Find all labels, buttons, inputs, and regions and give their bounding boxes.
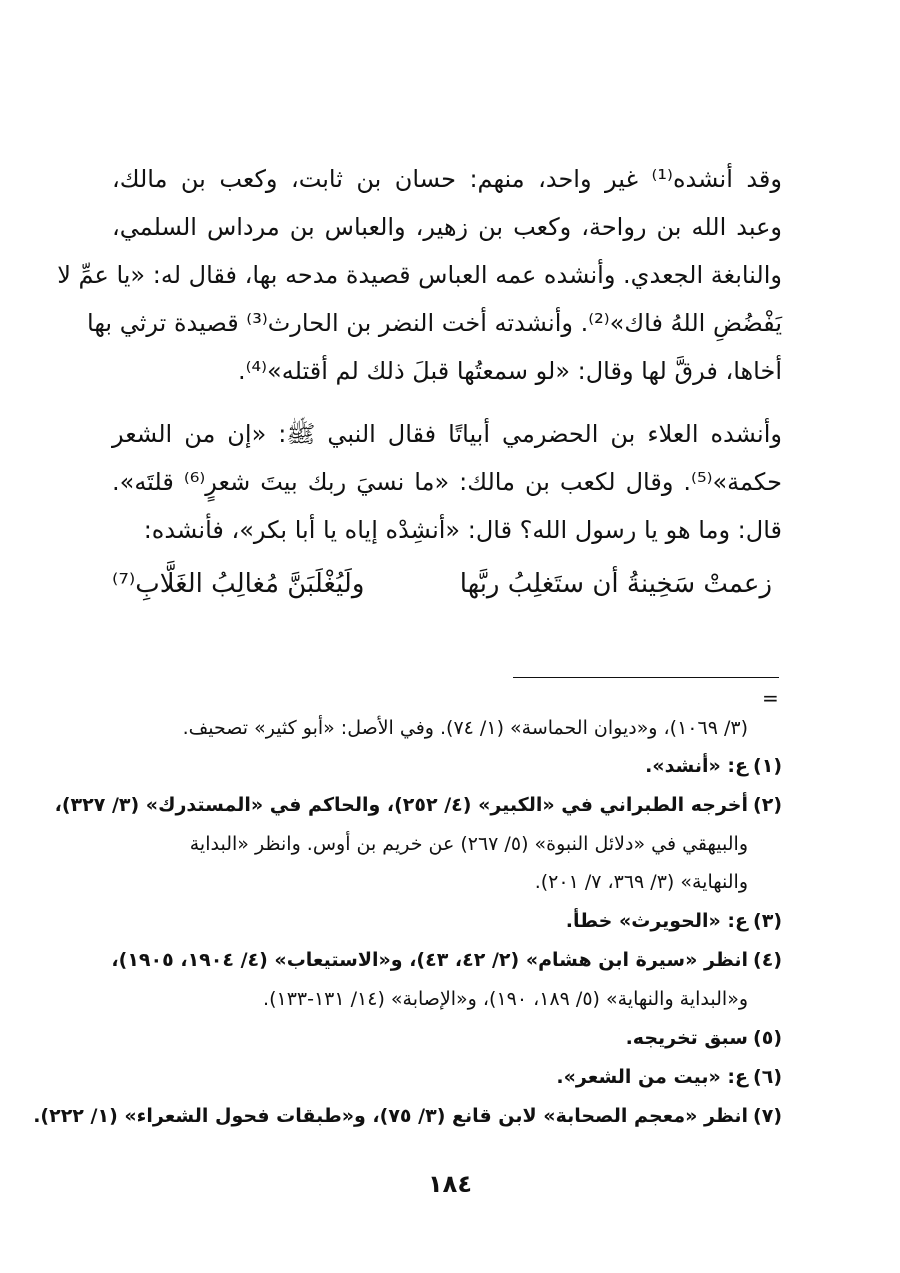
footnote-2-line-3: والنهاية» (٣/ ٣٦٩، ٧/ ٢٠١). (534, 871, 748, 893)
text-line: حكمة»⁽⁵⁾. وقال لكعب بن مالك: «ما نسيَ ربك بيتَ شعرٍ⁽⁶⁾ قلتَه». (112, 468, 782, 496)
page-number: ١٨٤ (428, 1170, 472, 1198)
footnote-7 (33, 1098, 782, 1134)
footnote-continuation: (٣/ ١٠٦٩)، و«ديوان الحماسة» (١/ ٧٤). وفي الأصل: «أبو كثير» تصحيف. (182, 717, 748, 739)
footnote-text: انظر «معجم الصحابة» لابن قانع (٣/ ٧٥)، و«طبقات فحول الشعراء» (١/ ٢٢٢). (33, 1105, 748, 1127)
text-line: أخاها، فرقَّ لها وقال: «لو سمعتُها قبلَ ذلك لم أقتله»⁽⁴⁾. (237, 357, 782, 385)
text-line: يَفْضُضِ اللهُ فاك»⁽²⁾. وأنشدته أخت النضر بن الحارث⁽³⁾ قصيدة ترثي بها (87, 309, 782, 337)
footnote-4 (112, 942, 782, 978)
footnote-text: ع: «أنشد». (645, 755, 748, 777)
verse-first-hemistich: زعمتْ سَخِينةُ أن ستَغلِبُ ربَّها (459, 569, 772, 599)
footnote-text: ع: «بيت من الشعر». (556, 1066, 748, 1088)
footnote-5 (112, 1020, 782, 1056)
text-line: وقد أنشده⁽¹⁾ غير واحد، منهم: حسان بن ثابت، وكعب بن مالك، (112, 165, 782, 193)
footnote-text: انظر «سيرة ابن هشام» (٢/ ٤٢، ٤٣)، و«الاستيعاب» (٤/ ١٩٠٤، ١٩٠٥)، (111, 949, 748, 971)
footnote-2-line-2: والبيهقي في «دلائل النبوة» (٥/ ٢٦٧) عن خريم بن أوس. وانظر «البداية (189, 833, 748, 855)
verse-second-hemistich: ولَيُغْلَبَنَّ مُغالِبُ الغَلَّابِ⁽⁷⁾ (112, 569, 365, 599)
text-line: وعبد الله بن رواحة، وكعب بن زهير، والعباس بن مرداس السلمي، (112, 213, 782, 241)
text-line: وأنشده العلاء بن الحضرمي أبياتًا فقال النبي ﷺ: «إن من الشعر (112, 420, 782, 448)
text-line: قال: وما هو يا رسول الله؟ قال: «أنشِدْه إياه يا أبا بكر»، فأنشده: (143, 516, 782, 544)
footnote-number: (٥) (753, 1027, 782, 1049)
footnote-separator (513, 677, 779, 678)
footnote-number: (١) (753, 755, 782, 777)
footnote-text: سبق تخريجه. (625, 1027, 748, 1049)
continuation-mark: = (762, 686, 779, 710)
footnote-3 (112, 903, 782, 939)
footnote-1 (112, 748, 782, 784)
text-line: والنابغة الجعدي. وأنشده عمه العباس قصيدة مدحه بها، فقال له: «يا عمِّ لا (57, 261, 782, 289)
footnote-6 (112, 1059, 782, 1095)
footnote-number: (٤) (753, 949, 782, 971)
footnote-text: أخرجه الطبراني في «الكبير» (٤/ ٢٥٢)، والحاكم في «المستدرك» (٣/ ٣٢٧)، (54, 794, 748, 816)
footnote-number: (٣) (753, 910, 782, 932)
footnote-text: ع: «الحويرث» خطأ. (565, 910, 748, 932)
footnote-number: (٢) (753, 794, 782, 816)
poetry-verse (112, 560, 772, 608)
footnote-number: (٦) (753, 1066, 782, 1088)
footnote-2 (54, 787, 782, 823)
footnote-4-line-2: و«البداية والنهاية» (٥/ ١٨٩، ١٩٠)، و«الإصابة» (١٤/ ١٣١-١٣٣). (263, 988, 748, 1010)
footnote-number: (٧) (753, 1105, 782, 1127)
